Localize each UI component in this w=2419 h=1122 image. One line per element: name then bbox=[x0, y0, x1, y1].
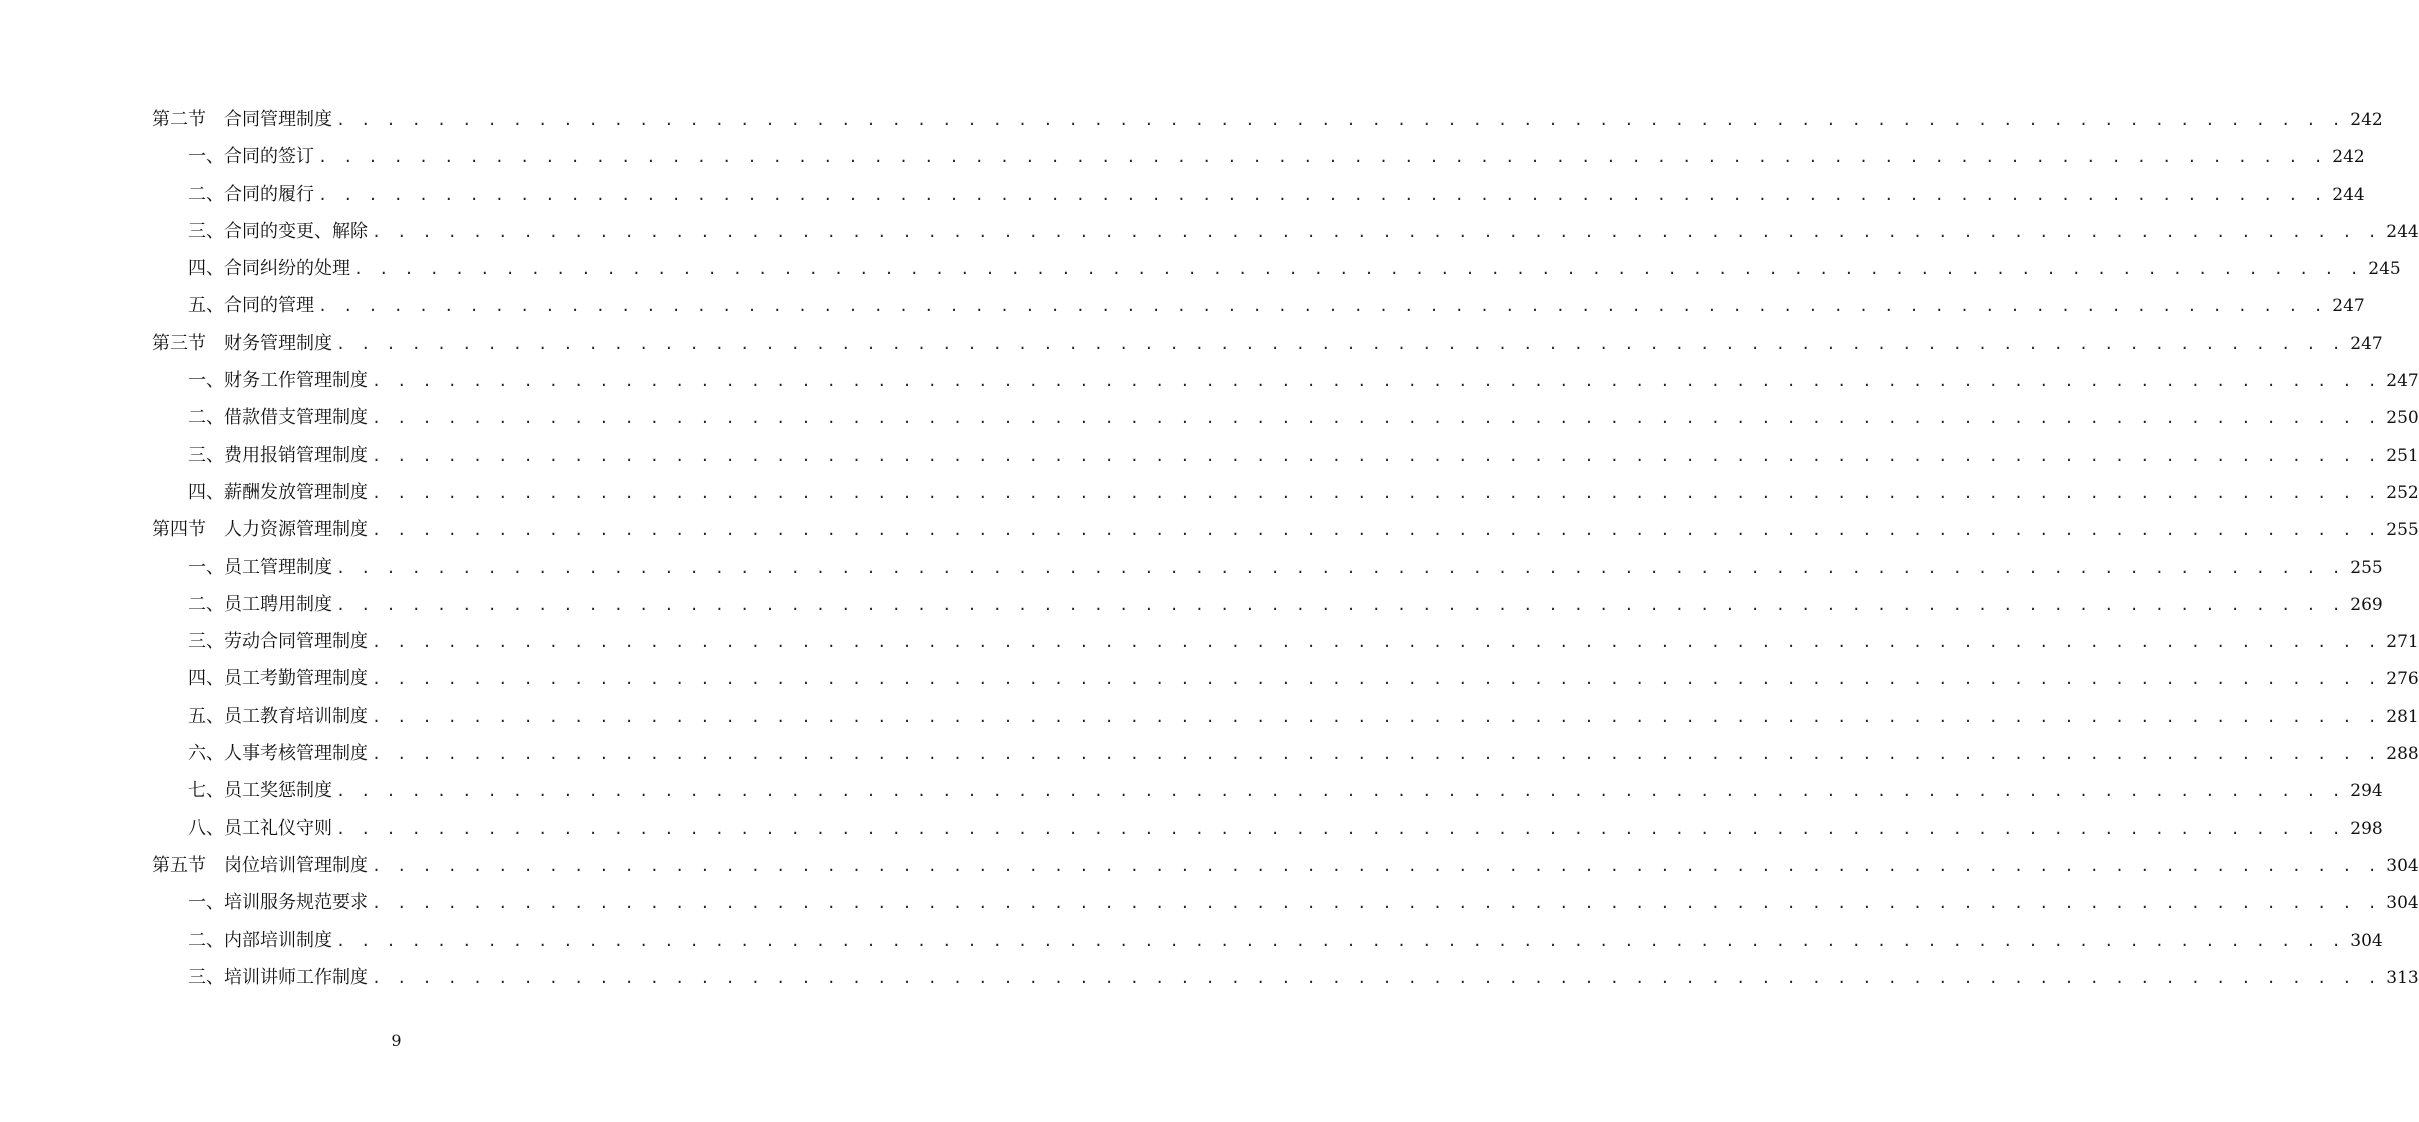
toc-entry-page: 252 bbox=[2386, 482, 2419, 503]
toc-subsection-entry[interactable] bbox=[152, 884, 2419, 921]
toc-entry-label: 三、劳动合同管理制度 bbox=[188, 631, 368, 653]
toc-entry-label: 第二节 合同管理制度 bbox=[152, 109, 332, 130]
toc-subsection-entry[interactable] bbox=[152, 922, 2383, 959]
dot-leader: . . . . . . . . . . . . . . . . . . . . . . . . . . . . . . . . . . . . . . . . . . . . . . . . . . . . . . . . . . . . . . . . . . . . . . . . . . . . . . . . bbox=[318, 185, 2327, 204]
toc-entry-page: 247 bbox=[2332, 296, 2365, 317]
dot-leader: . . . . . . . . . . . . . . . . . . . . . . . . . . . . . . . . . . . . . . . . . . . . . . . . . . . . . . . . . . . . . . . . . . . . . . . . . . . . . . . . bbox=[372, 222, 2381, 241]
toc-subsection-entry[interactable] bbox=[152, 772, 2383, 809]
toc-entry-label: 一、培训服务规范要求 bbox=[188, 892, 368, 914]
toc-entry-label: 一、合同的签订 bbox=[188, 146, 314, 168]
toc-entry-page: 247 bbox=[2386, 371, 2419, 392]
dot-leader: . . . . . . . . . . . . . . . . . . . . . . . . . . . . . . . . . . . . . . . . . . . . . . . . . . . . . . . . . . . . . . . . . . . . . . . . . . . . . . . . bbox=[336, 595, 2345, 614]
dot-leader: . . . . . . . . . . . . . . . . . . . . . . . . . . . . . . . . . . . . . . . . . . . . . . . . . . . . . . . . . . . . . . . . . . . . . . . . . . . . . . . . bbox=[372, 745, 2381, 764]
toc-entry-page: 288 bbox=[2386, 744, 2419, 765]
dot-leader: . . . . . . . . . . . . . . . . . . . . . . . . . . . . . . . . . . . . . . . . . . . . . . . . . . . . . . . . . . . . . . . . . . . . . . . . . . . . . . . . bbox=[372, 372, 2381, 391]
toc-entry-page: 298 bbox=[2350, 818, 2383, 839]
toc-entry-label: 二、内部培训制度 bbox=[188, 929, 332, 951]
dot-leader: . . . . . . . . . . . . . . . . . . . . . . . . . . . . . . . . . . . . . . . . . . . . . . . . . . . . . . . . . . . . . . . . . . . . . . . . . . . . . . . . bbox=[336, 111, 2345, 129]
toc-entry-label: 四、员工考勤管理制度 bbox=[188, 668, 368, 690]
dot-leader: . . . . . . . . . . . . . . . . . . . . . . . . . . . . . . . . . . . . . . . . . . . . . . . . . . . . . . . . . . . . . . . . . . . . . . . . . . . . . . . . bbox=[372, 409, 2381, 428]
toc-entry-page: 294 bbox=[2350, 781, 2383, 802]
toc-subsection-entry[interactable] bbox=[152, 735, 2419, 772]
toc-entry-label: 三、培训讲师工作制度 bbox=[188, 966, 368, 988]
dot-leader: . . . . . . . . . . . . . . . . . . . . . . . . . . . . . . . . . . . . . . . . . . . . . . . . . . . . . . . . . . . . . . . . . . . . . . . . . . . . . . . . bbox=[372, 894, 2381, 913]
toc-subsection-entry[interactable] bbox=[152, 660, 2419, 697]
toc-entry-label: 八、员工礼仪守则 bbox=[188, 817, 332, 839]
toc-subsection-entry[interactable] bbox=[152, 176, 2365, 213]
toc-section-entry[interactable] bbox=[152, 325, 2383, 362]
toc-subsection-entry[interactable] bbox=[152, 138, 2365, 175]
toc-entry-page: 276 bbox=[2386, 669, 2419, 690]
toc-entry-page: 244 bbox=[2332, 184, 2365, 205]
toc-subsection-entry[interactable] bbox=[152, 213, 2419, 250]
dot-leader: . . . . . . . . . . . . . . . . . . . . . . . . . . . . . . . . . . . . . . . . . . . . . . . . . . . . . . . . . . . . . . . . . . . . . . . . . . . . . . . . bbox=[336, 819, 2345, 838]
toc-entry-page: 245 bbox=[2368, 259, 2401, 280]
toc-entry-page: 242 bbox=[2350, 110, 2383, 130]
dot-leader: . . . . . . . . . . . . . . . . . . . . . . . . . . . . . . . . . . . . . . . . . . . . . . . . . . . . . . . . . . . . . . . . . . . . . . . . . . . . . . . . bbox=[372, 521, 2381, 540]
toc-subsection-entry[interactable] bbox=[152, 437, 2419, 474]
toc-section-entry[interactable] bbox=[152, 511, 2419, 548]
toc-entry-label: 二、员工聘用制度 bbox=[188, 593, 332, 615]
toc-subsection-entry[interactable] bbox=[152, 810, 2383, 847]
toc-entry-page: 250 bbox=[2386, 408, 2419, 429]
toc-subsection-entry[interactable] bbox=[152, 287, 2365, 324]
toc-entry-label: 三、合同的变更、解除 bbox=[188, 220, 368, 242]
toc-entry-page: 281 bbox=[2386, 706, 2419, 727]
toc-subsection-entry[interactable] bbox=[152, 698, 2419, 735]
toc-entry-label: 六、人事考核管理制度 bbox=[188, 743, 368, 765]
toc-entry-label: 二、借款借支管理制度 bbox=[188, 407, 368, 429]
toc-subsection-entry[interactable] bbox=[152, 549, 2383, 586]
page-number: 9 bbox=[391, 1031, 402, 1050]
dot-leader: . . . . . . . . . . . . . . . . . . . . . . . . . . . . . . . . . . . . . . . . . . . . . . . . . . . . . . . . . . . . . . . . . . . . . . . . . . . . . . . . bbox=[336, 782, 2345, 801]
toc-entry-page: 247 bbox=[2350, 333, 2383, 354]
toc-entry-page: 313 bbox=[2386, 967, 2419, 988]
toc-entry-page: 242 bbox=[2332, 147, 2365, 168]
toc-subsection-entry[interactable] bbox=[152, 399, 2419, 436]
toc-section-entry[interactable] bbox=[152, 847, 2419, 884]
toc-entry-page: 255 bbox=[2386, 520, 2419, 541]
dot-leader: . . . . . . . . . . . . . . . . . . . . . . . . . . . . . . . . . . . . . . . . . . . . . . . . . . . . . . . . . . . . . . . . . . . . . . . . . . . . . . . . bbox=[372, 633, 2381, 652]
toc-entry-label: 三、费用报销管理制度 bbox=[188, 444, 368, 466]
toc-entry-label: 第五节 岗位培训管理制度 bbox=[152, 854, 368, 876]
toc-section-entry[interactable] bbox=[152, 101, 2383, 138]
toc-entry-label: 一、员工管理制度 bbox=[188, 556, 332, 578]
toc-entry-page: 251 bbox=[2386, 445, 2419, 466]
dot-leader: . . . . . . . . . . . . . . . . . . . . . . . . . . . . . . . . . . . . . . . . . . . . . . . . . . . . . . . . . . . . . . . . . . . . . . . . . . . . . . . . bbox=[336, 334, 2345, 353]
toc-subsection-entry[interactable] bbox=[152, 586, 2383, 623]
toc-entry-page: 271 bbox=[2386, 632, 2419, 653]
toc-entry-page: 255 bbox=[2350, 557, 2383, 578]
toc-entry-label: 五、员工教育培训制度 bbox=[188, 705, 368, 727]
toc-entry-page: 304 bbox=[2350, 930, 2383, 951]
toc-subsection-entry[interactable] bbox=[152, 362, 2419, 399]
dot-leader: . . . . . . . . . . . . . . . . . . . . . . . . . . . . . . . . . . . . . . . . . . . . . . . . . . . . . . . . . . . . . . . . . . . . . . . . . . . . . . . . bbox=[372, 968, 2381, 987]
toc-entry-page: 304 bbox=[2386, 893, 2419, 914]
toc-entry-page: 244 bbox=[2386, 221, 2419, 242]
toc-subsection-entry[interactable] bbox=[152, 623, 2419, 660]
toc-entry-label: 四、薪酬发放管理制度 bbox=[188, 481, 368, 503]
dot-leader: . . . . . . . . . . . . . . . . . . . . . . . . . . . . . . . . . . . . . . . . . . . . . . . . . . . . . . . . . . . . . . . . . . . . . . . . . . . . . . . . bbox=[372, 707, 2381, 726]
toc-subsection-entry[interactable] bbox=[152, 250, 2401, 287]
toc-entry-page: 304 bbox=[2386, 855, 2419, 876]
toc-entry-page: 269 bbox=[2350, 594, 2383, 615]
toc-subsection-entry[interactable] bbox=[152, 959, 2419, 996]
toc-entry-label: 一、财务工作管理制度 bbox=[188, 370, 368, 392]
toc-entry-label: 五、合同的管理 bbox=[188, 295, 314, 317]
dot-leader: . . . . . . . . . . . . . . . . . . . . . . . . . . . . . . . . . . . . . . . . . . . . . . . . . . . . . . . . . . . . . . . . . . . . . . . . . . . . . . . . bbox=[336, 558, 2345, 577]
toc-entry-label: 第四节 人力资源管理制度 bbox=[152, 519, 368, 541]
dot-leader: . . . . . . . . . . . . . . . . . . . . . . . . . . . . . . . . . . . . . . . . . . . . . . . . . . . . . . . . . . . . . . . . . . . . . . . . . . . . . . . . bbox=[318, 297, 2327, 316]
toc-entry-label: 二、合同的履行 bbox=[188, 183, 314, 205]
toc-entry-label: 七、员工奖惩制度 bbox=[188, 780, 332, 802]
dot-leader: . . . . . . . . . . . . . . . . . . . . . . . . . . . . . . . . . . . . . . . . . . . . . . . . . . . . . . . . . . . . . . . . . . . . . . . . . . . . . . . . bbox=[336, 931, 2345, 950]
dot-leader: . . . . . . . . . . . . . . . . . . . . . . . . . . . . . . . . . . . . . . . . . . . . . . . . . . . . . . . . . . . . . . . . . . . . . . . . . . . . . . . . bbox=[318, 148, 2327, 167]
dot-leader: . . . . . . . . . . . . . . . . . . . . . . . . . . . . . . . . . . . . . . . . . . . . . . . . . . . . . . . . . . . . . . . . . . . . . . . . . . . . . . . . bbox=[372, 670, 2381, 689]
toc-entry-label: 第三节 财务管理制度 bbox=[152, 332, 332, 354]
dot-leader: . . . . . . . . . . . . . . . . . . . . . . . . . . . . . . . . . . . . . . . . . . . . . . . . . . . . . . . . . . . . . . . . . . . . . . . . . . . . . . . . bbox=[372, 446, 2381, 465]
dot-leader: . . . . . . . . . . . . . . . . . . . . . . . . . . . . . . . . . . . . . . . . . . . . . . . . . . . . . . . . . . . . . . . . . . . . . . . . . . . . . . . . bbox=[372, 856, 2381, 875]
table-of-contents bbox=[152, 101, 2419, 996]
toc-subsection-entry[interactable] bbox=[152, 474, 2419, 511]
toc-entry-label: 四、合同纠纷的处理 bbox=[188, 258, 350, 280]
dot-leader: . . . . . . . . . . . . . . . . . . . . . . . . . . . . . . . . . . . . . . . . . . . . . . . . . . . . . . . . . . . . . . . . . . . . . . . . . . . . . . . . bbox=[354, 260, 2363, 279]
dot-leader: . . . . . . . . . . . . . . . . . . . . . . . . . . . . . . . . . . . . . . . . . . . . . . . . . . . . . . . . . . . . . . . . . . . . . . . . . . . . . . . . bbox=[372, 483, 2381, 502]
